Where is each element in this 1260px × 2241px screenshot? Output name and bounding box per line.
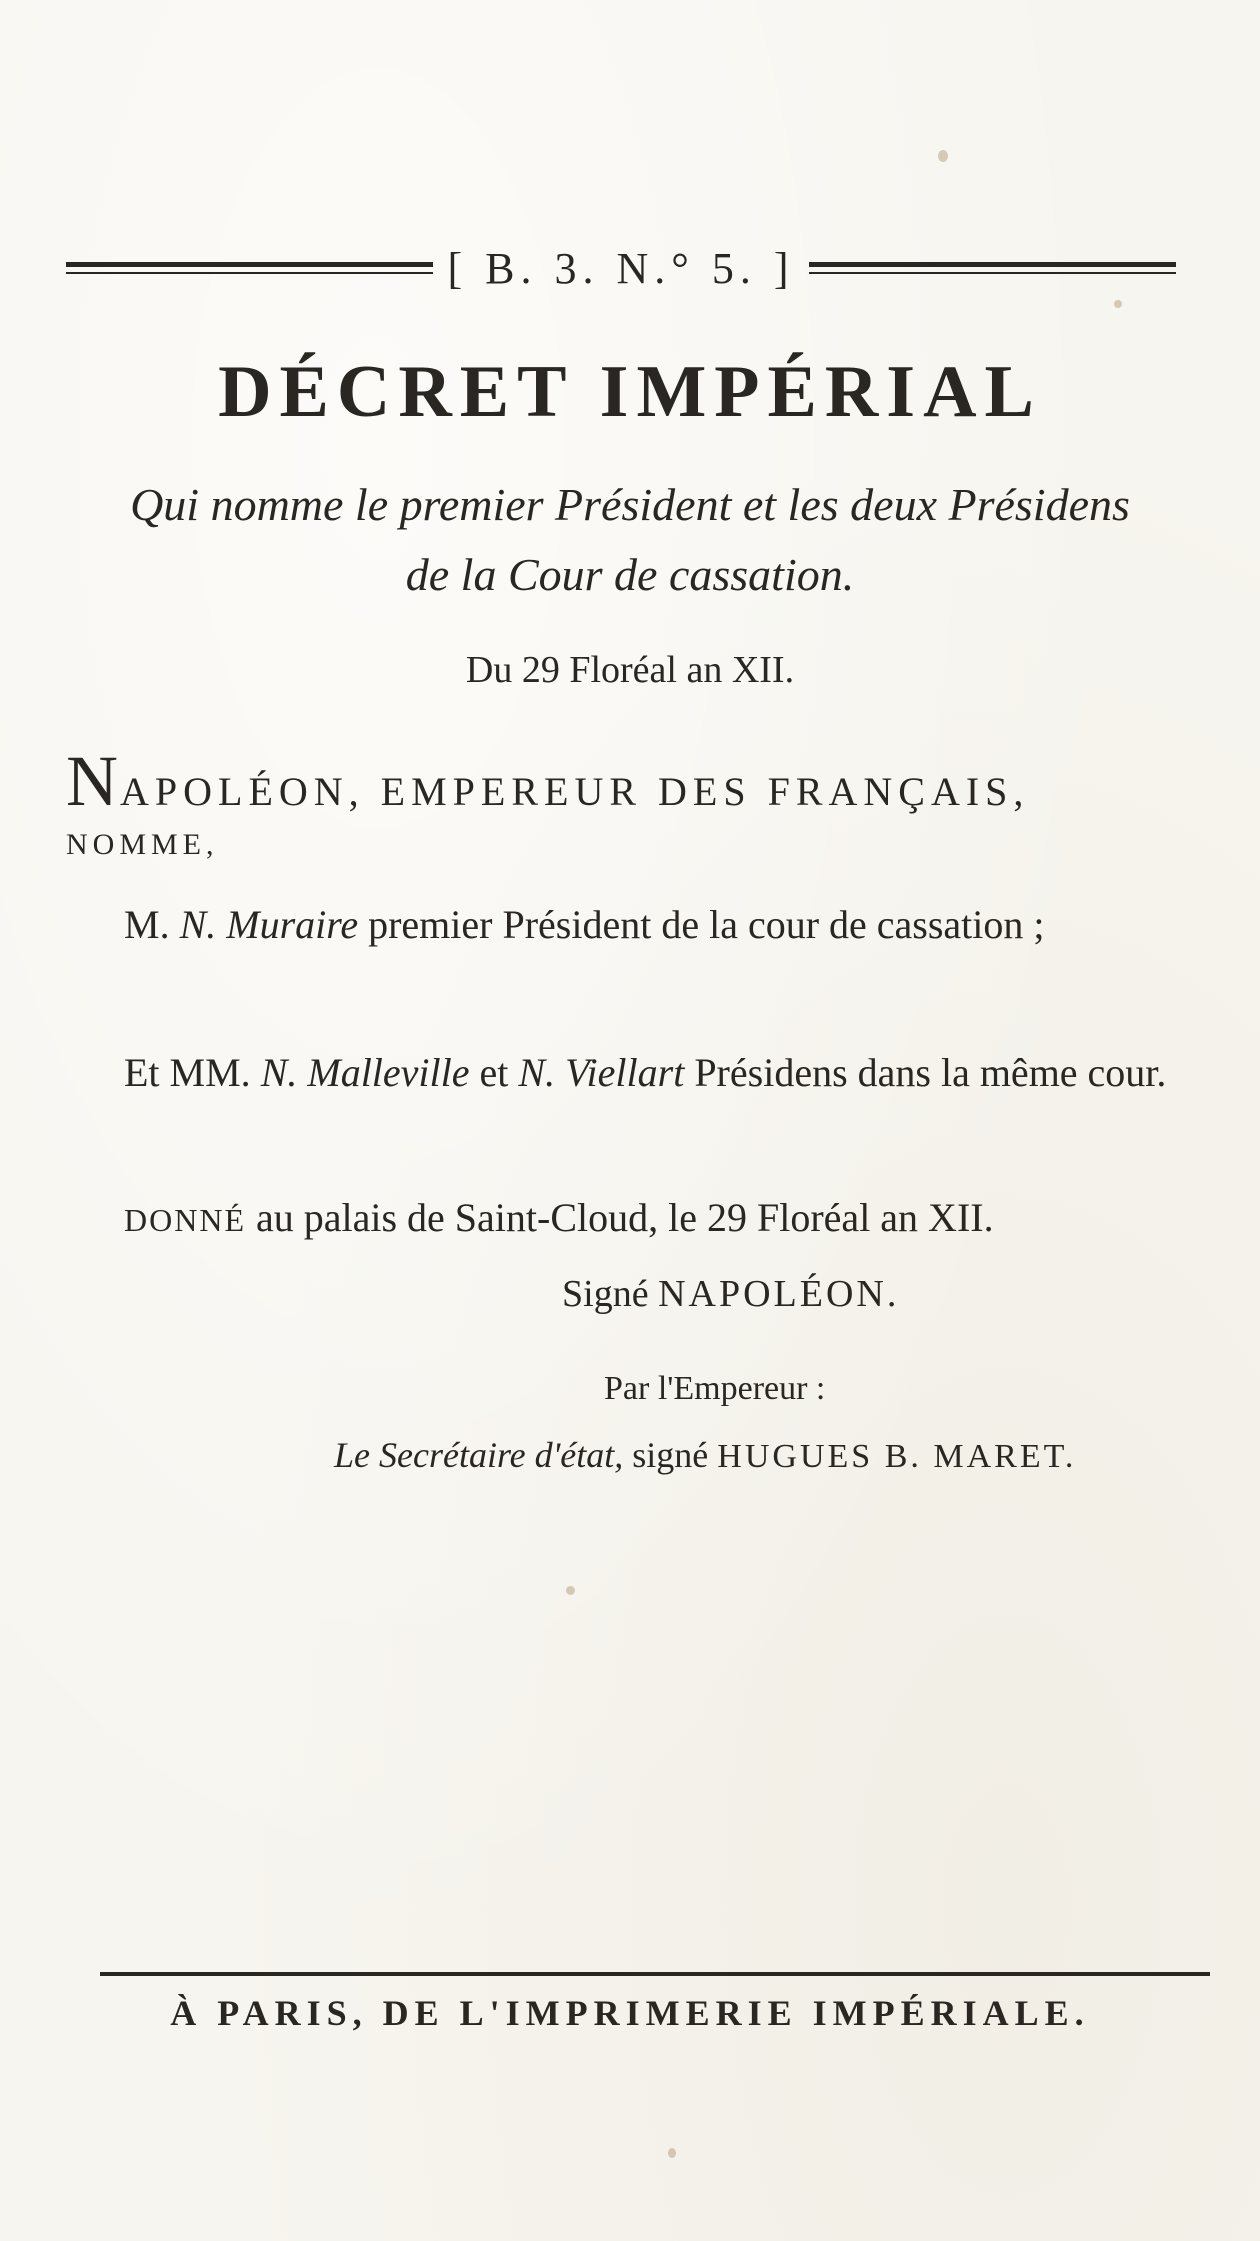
secretary-name: HUGUES B. MARET. bbox=[717, 1438, 1077, 1475]
signature-name: NAPOLÉON. bbox=[658, 1273, 900, 1315]
emperor-title: EMPEREUR DES FRANÇAIS, bbox=[380, 769, 1030, 814]
footer-rule bbox=[100, 1972, 1210, 1976]
header-rule-left bbox=[66, 262, 433, 274]
appointment-text: Présidens dans la même cour. bbox=[694, 1050, 1167, 1095]
secretary-role: Le Secrétaire d'état, bbox=[334, 1435, 624, 1475]
napoleon-name: APOLÉON bbox=[120, 769, 349, 814]
paper-spot bbox=[668, 2148, 676, 2158]
appointment-first-president bbox=[70, 890, 1190, 960]
appointee-name-2: N. Viellart bbox=[518, 1050, 685, 1095]
subtitle-line-2: de la Cour de cassation. bbox=[405, 549, 855, 600]
countersign-line bbox=[334, 1434, 1076, 1476]
paper-spot bbox=[1114, 300, 1122, 308]
appointment-text: premier Président de la cour de cassation ; bbox=[368, 902, 1045, 947]
printer-imprint: À PARIS, DE L'IMPRIMERIE IMPÉRIALE. bbox=[170, 1993, 1090, 2033]
countersign-signe: signé bbox=[632, 1435, 709, 1475]
header-rule-right bbox=[809, 262, 1176, 274]
preamble-line bbox=[66, 740, 1196, 823]
given-at-line bbox=[70, 1183, 1190, 1255]
appointment-prefix: M. bbox=[124, 902, 170, 947]
decree-date: Du 29 Floréal an XII. bbox=[465, 649, 795, 691]
bulletin-header bbox=[66, 238, 1176, 298]
nomme-word: NOMME, bbox=[66, 828, 219, 861]
signature-line bbox=[562, 1272, 899, 1316]
document-title: DÉCRET IMPÉRIAL bbox=[218, 351, 1042, 433]
appointment-prefix: Et MM. bbox=[124, 1050, 251, 1095]
appointee-name-1: N. Malleville bbox=[260, 1050, 470, 1095]
paper-spot bbox=[566, 1586, 575, 1595]
signature-label: Signé bbox=[562, 1273, 649, 1315]
paper-spot bbox=[938, 150, 948, 162]
given-text: au palais de Saint-Cloud, le 29 Floréal an XII. bbox=[255, 1195, 994, 1240]
appointee-name: N. Muraire bbox=[179, 902, 359, 947]
preamble-comma: , bbox=[348, 769, 365, 814]
document-subtitle bbox=[60, 470, 1200, 610]
bulletin-reference: [ B. 3. N.° 5. ] bbox=[447, 243, 795, 293]
subtitle-line-1: Qui nomme le premier Président et les deux Présidens bbox=[130, 479, 1130, 530]
by-the-emperor: Par l'Empereur : bbox=[604, 1370, 826, 1407]
given-lead: DONNÉ bbox=[124, 1202, 246, 1238]
napoleon-initial: N bbox=[66, 741, 120, 821]
appointment-presidents bbox=[70, 1038, 1190, 1108]
appointment-conjunction: et bbox=[479, 1050, 509, 1095]
